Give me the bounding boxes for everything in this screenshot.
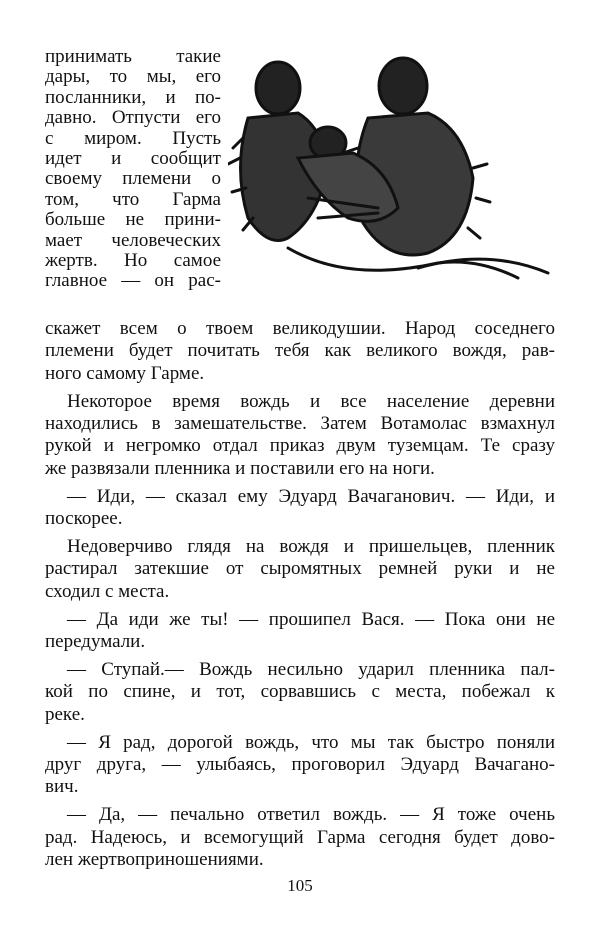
text-line: лен жертвоприношениями.: [45, 849, 264, 871]
text-line: принимать такие: [45, 46, 221, 67]
text-line: сходил с места.: [45, 580, 170, 602]
text-line: идет и сообщит: [45, 147, 221, 169]
text-line: Недоверчиво глядя на вождя и пришельцев, пленник: [67, 536, 555, 558]
paragraph: [45, 486, 555, 531]
text-line: Некоторое время вождь и все население деревни: [67, 390, 555, 412]
text-line: — Да, — печально ответил вождь. — Я тоже очень: [67, 804, 555, 826]
paragraph: [45, 391, 555, 481]
text-line: — Иди, — сказал ему Эдуард Вачаганович. — Иди, и: [67, 485, 555, 507]
paragraph: [45, 536, 555, 603]
text-line: реке.: [45, 703, 85, 725]
text-line: — Я рад, дорогой вождь, что мы так быстро поняли: [67, 731, 555, 753]
text-line: же развязали пленника и поставили его на ноги.: [45, 457, 435, 479]
paragraph: [45, 659, 555, 726]
text-line: — Да иди же ты! — прошипел Вася. — Пока они не: [67, 608, 555, 630]
page-number: 105: [287, 876, 313, 895]
text-line: племени будет почитать тебя как великого вождя, рав-: [45, 340, 555, 362]
text-line: дары, то мы, его: [45, 66, 221, 88]
text-line: кой по спине, и тот, сорвавшись с места, побежал к: [45, 681, 555, 703]
illustration-natives-with-captive: [228, 48, 563, 288]
paragraph: [45, 609, 555, 654]
paragraph: [45, 804, 555, 871]
body-text: [45, 318, 555, 877]
text-line: своему племени о: [45, 168, 221, 190]
text-line: рукой и негромко отдал приказ двум туземцам. Те сразу: [45, 435, 555, 457]
text-line: вич.: [45, 776, 79, 798]
text-line: главное — он рас-: [45, 270, 221, 292]
text-line: том, что Гарма: [45, 188, 221, 210]
text-line: рад. Надеюсь, и всемогущий Гарма сегодня будет дово-: [45, 826, 555, 848]
text-line: давно. Отпусти его: [45, 107, 221, 129]
text-line: с миром. Пусть: [45, 127, 221, 149]
text-line: ного самому Гарме.: [45, 362, 205, 384]
wrapped-text-column: [45, 47, 221, 292]
text-line: больше не прини-: [45, 209, 221, 231]
text-line: поскорее.: [45, 508, 123, 530]
text-line: посланники, и по-: [45, 86, 221, 108]
text-line: друг друга, — улыбаясь, проговорил Эдуард Вачагано-: [45, 754, 555, 776]
paragraph: [45, 732, 555, 799]
text-line: — Ступай.— Вождь несильно ударил пленника пал-: [67, 658, 555, 680]
text-line: жертв. Но самое: [45, 249, 221, 271]
text-line: передумали.: [45, 631, 146, 653]
text-line: мает человеческих: [45, 229, 221, 251]
text-line: растирал затекшие от сыромятных ремней руки и не: [45, 558, 555, 580]
paragraph: [45, 318, 555, 385]
text-line: находились в замешательстве. Затем Вотамолас взмахнул: [45, 413, 555, 435]
text-line: скажет всем о твоем великодушии. Народ соседнего: [45, 318, 555, 339]
